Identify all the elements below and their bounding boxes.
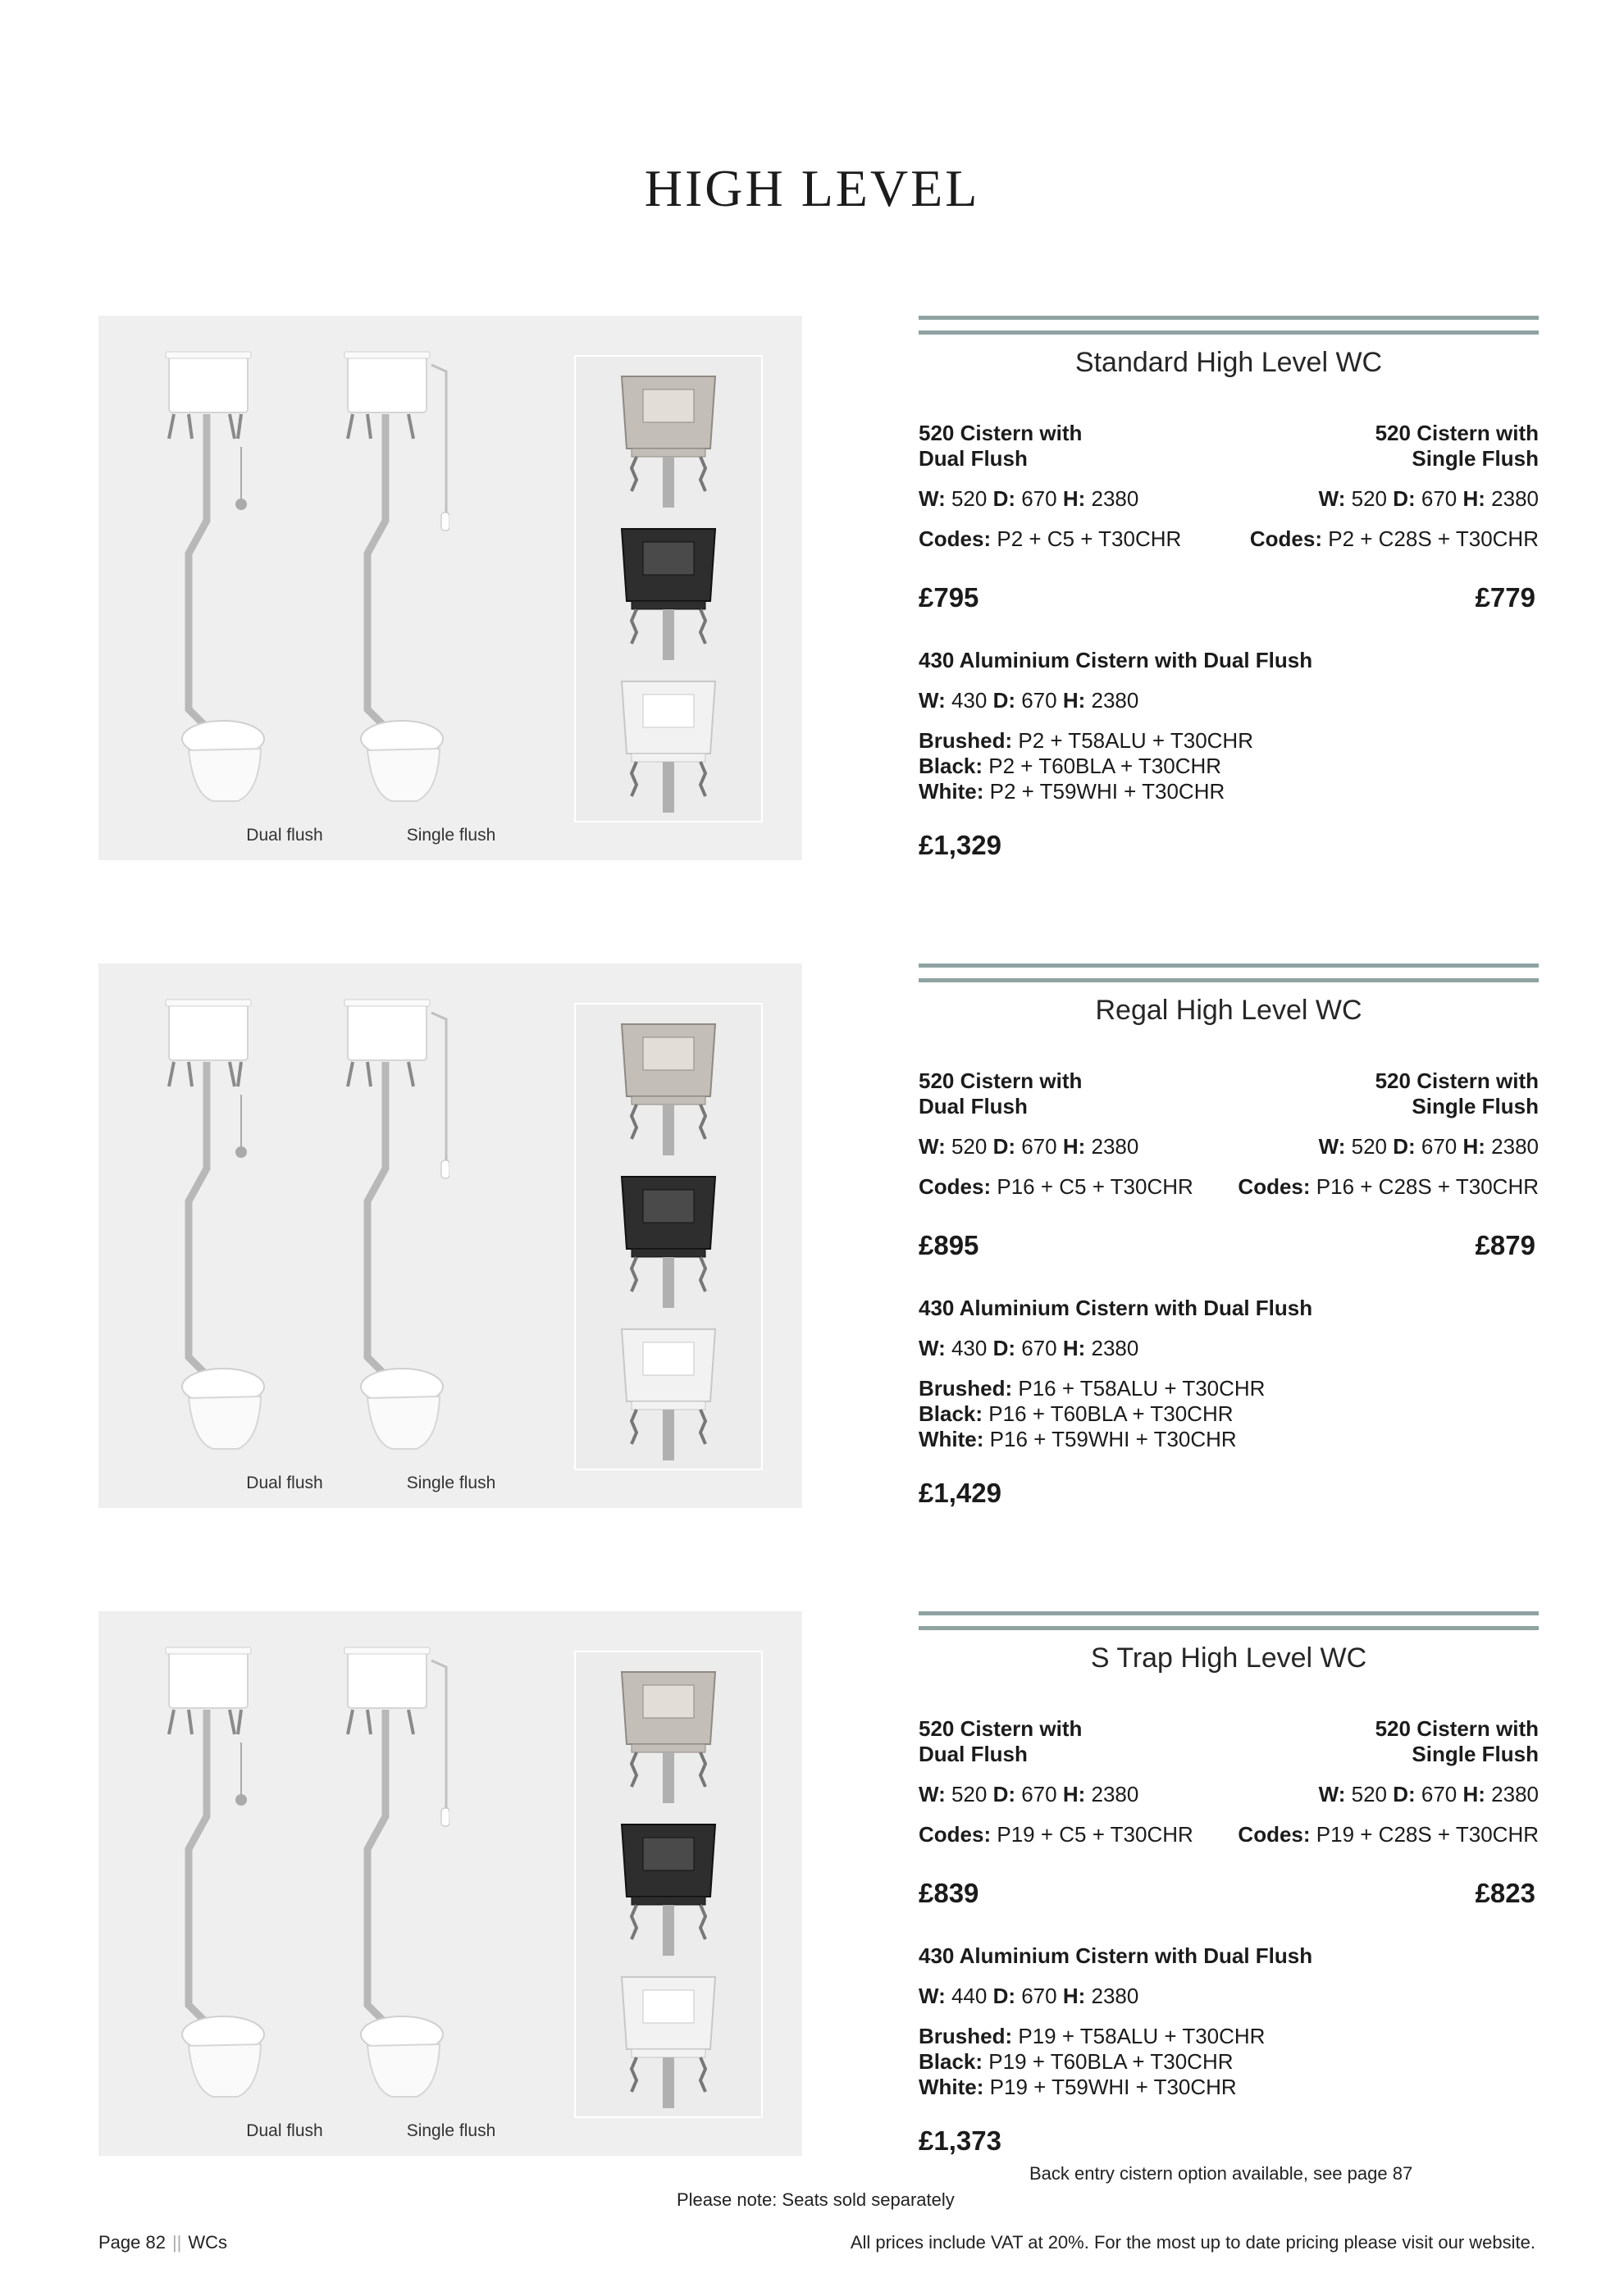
product-info <box>919 316 1539 873</box>
black-cistern-icon <box>615 1816 722 1956</box>
single-flush-codes <box>1238 1822 1539 1847</box>
depth-label: D: <box>992 486 1015 511</box>
brushed-codes: P19 + T58ALU + T30CHR <box>1012 2024 1266 2048</box>
aluminium-heading: 430 Aluminium Cistern with Dual Flush <box>919 1296 1313 1320</box>
height-label: H: <box>1462 1782 1485 1806</box>
cistern-finish-swatches <box>574 1651 763 2118</box>
depth-label: D: <box>1393 1134 1416 1159</box>
seats-note: Please note: Seats sold separately <box>677 2189 955 2210</box>
codes-label: Codes: <box>919 526 992 551</box>
depth-value: 670 <box>1015 1984 1063 2008</box>
dual-flush-price: £839 <box>919 1878 979 1908</box>
codes-label: Codes: <box>1238 1174 1311 1199</box>
heading-line: 520 Cistern with <box>1375 1068 1539 1093</box>
height-label: H: <box>1462 486 1485 511</box>
aluminium-codes <box>919 2024 1265 2100</box>
dual-flush-heading <box>919 1068 1082 1119</box>
single-flush-codes <box>1250 526 1539 552</box>
black-label: Black: <box>919 2049 983 2074</box>
single-flush-dimensions <box>1319 1134 1539 1159</box>
product-section <box>0 316 1624 890</box>
product-name: Regal High Level WC <box>1095 995 1362 1026</box>
depth-value: 670 <box>1015 1134 1063 1159</box>
width-label: W: <box>919 486 946 511</box>
white-cistern-icon <box>615 1969 722 2108</box>
page-title: HIGH LEVEL <box>644 158 980 217</box>
brushed-cistern-icon <box>615 368 722 508</box>
heading-line: Dual Flush <box>919 1094 1028 1118</box>
single-flush-heading <box>1375 1716 1539 1767</box>
single-flush-heading <box>1375 1068 1539 1119</box>
aluminium-dimensions <box>919 1984 1138 2009</box>
width-label: W: <box>919 688 946 713</box>
dual-flush-wc-image <box>156 348 271 808</box>
dual-flush-codes <box>919 1822 1193 1847</box>
single-flush-wc-image <box>335 996 449 1456</box>
width-label: W: <box>919 1782 946 1806</box>
height-value: 2380 <box>1085 1984 1139 2008</box>
height-value: 2380 <box>1485 1782 1539 1806</box>
dual-flush-dimensions <box>919 486 1138 512</box>
white-codes: P19 + T59WHI + T30CHR <box>983 2075 1237 2099</box>
depth-value: 670 <box>1015 486 1063 511</box>
heading-line: Dual Flush <box>919 1742 1028 1766</box>
dual-flush-price: £895 <box>919 1230 979 1260</box>
black-codes: P19 + T60BLA + T30CHR <box>983 2049 1234 2074</box>
width-label: W: <box>1318 1782 1346 1806</box>
single-flush-caption: Single flush <box>406 1474 496 1492</box>
brushed-label: Brushed: <box>919 1376 1013 1401</box>
height-value: 2380 <box>1485 1134 1539 1159</box>
white-label: White: <box>919 779 984 804</box>
heading-line: 520 Cistern with <box>919 1716 1083 1741</box>
single-flush-caption: Single flush <box>406 826 496 845</box>
divider-rule <box>919 963 1539 968</box>
product-section <box>0 963 1624 1538</box>
depth-label: D: <box>1393 486 1416 511</box>
width-value: 430 <box>945 688 993 713</box>
height-label: H: <box>1062 1782 1086 1806</box>
width-value: 520 <box>1345 1782 1394 1806</box>
brushed-label: Brushed: <box>919 2024 1013 2048</box>
dual-flush-caption: Dual flush <box>246 1474 323 1492</box>
height-value: 2380 <box>1085 1782 1139 1806</box>
single-flush-price: £779 <box>1475 582 1535 613</box>
brushed-codes: P2 + T58ALU + T30CHR <box>1012 728 1253 753</box>
heading-line: 520 Cistern with <box>1375 1716 1539 1741</box>
white-label: White: <box>919 1427 984 1451</box>
footer-left <box>98 2232 227 2253</box>
height-label: H: <box>1062 1984 1086 2008</box>
codes-value: P2 + C5 + T30CHR <box>991 526 1182 551</box>
height-label: H: <box>1062 1336 1086 1360</box>
heading-line: 520 Cistern with <box>919 421 1083 445</box>
black-cistern-icon <box>615 521 722 660</box>
white-codes: P2 + T59WHI + T30CHR <box>983 779 1225 804</box>
single-flush-dimensions <box>1319 486 1539 512</box>
heading-line: 520 Cistern with <box>1375 421 1539 445</box>
width-value: 430 <box>945 1336 993 1360</box>
height-label: H: <box>1062 486 1086 511</box>
vat-note: All prices include VAT at 20%. For the most up to date pricing please visit our website. <box>850 2232 1535 2253</box>
dual-flush-dimensions <box>919 1134 1138 1159</box>
aluminium-price: £1,373 <box>919 2125 1001 2156</box>
dual-flush-codes <box>919 1174 1193 1200</box>
codes-label: Codes: <box>919 1822 992 1847</box>
single-flush-codes <box>1238 1174 1539 1200</box>
white-label: White: <box>919 2075 984 2099</box>
height-value: 2380 <box>1485 486 1539 511</box>
dual-flush-codes <box>919 526 1181 552</box>
brushed-cistern-icon <box>615 1664 722 1803</box>
codes-label: Codes: <box>919 1174 992 1199</box>
codes-value: P19 + C5 + T30CHR <box>991 1822 1193 1847</box>
height-value: 2380 <box>1085 688 1139 713</box>
width-label: W: <box>1318 1134 1346 1159</box>
dual-flush-caption: Dual flush <box>246 826 323 845</box>
single-flush-dimensions <box>1319 1782 1539 1807</box>
depth-label: D: <box>992 688 1015 713</box>
codes-value: P2 + C28S + T30CHR <box>1322 526 1539 551</box>
brushed-label: Brushed: <box>919 728 1013 753</box>
heading-line: 520 Cistern with <box>919 1068 1083 1093</box>
depth-value: 670 <box>1415 1782 1463 1806</box>
divider-rule <box>919 1611 1539 1615</box>
product-image-panel <box>98 1611 802 2156</box>
white-cistern-icon <box>615 673 722 813</box>
codes-value: P16 + C28S + T30CHR <box>1310 1174 1539 1199</box>
dual-flush-wc-image <box>156 996 271 1456</box>
heading-line: Single Flush <box>1412 1094 1539 1118</box>
cistern-finish-swatches <box>574 1003 763 1470</box>
aluminium-price: £1,429 <box>919 1478 1001 1508</box>
width-value: 440 <box>945 1984 993 2008</box>
black-codes: P16 + T60BLA + T30CHR <box>983 1401 1234 1426</box>
codes-value: P19 + C28S + T30CHR <box>1310 1822 1539 1847</box>
black-cistern-icon <box>615 1168 722 1308</box>
divider-rule <box>919 978 1539 982</box>
depth-label: D: <box>992 1134 1015 1159</box>
divider-rule <box>919 330 1539 335</box>
product-info <box>919 963 1539 1521</box>
footer-separator: || <box>171 2232 182 2253</box>
single-flush-price: £823 <box>1475 1878 1535 1908</box>
height-label: H: <box>1062 688 1086 713</box>
depth-value: 670 <box>1015 1782 1063 1806</box>
height-value: 2380 <box>1085 1336 1139 1360</box>
divider-rule <box>919 316 1539 320</box>
dual-flush-dimensions <box>919 1782 1138 1807</box>
codes-label: Codes: <box>1249 526 1322 551</box>
black-label: Black: <box>919 754 983 778</box>
page-number: Page 82 <box>98 2232 166 2253</box>
single-flush-price: £879 <box>1475 1230 1535 1260</box>
width-value: 520 <box>1345 1134 1394 1159</box>
width-value: 520 <box>945 1134 993 1159</box>
height-label: H: <box>1062 1134 1086 1159</box>
dual-flush-wc-image <box>156 1644 271 2103</box>
dual-flush-price: £795 <box>919 582 979 613</box>
dual-flush-caption: Dual flush <box>246 2121 323 2140</box>
product-section <box>0 1611 1624 2185</box>
width-label: W: <box>919 1134 946 1159</box>
codes-value: P16 + C5 + T30CHR <box>991 1174 1193 1199</box>
product-image-panel <box>98 316 802 860</box>
depth-label: D: <box>992 1984 1015 2008</box>
codes-label: Codes: <box>1238 1822 1311 1847</box>
height-value: 2380 <box>1085 1134 1139 1159</box>
white-codes: P16 + T59WHI + T30CHR <box>983 1427 1237 1451</box>
single-flush-wc-image <box>335 1644 449 2103</box>
product-name: S Trap High Level WC <box>1090 1642 1367 1674</box>
cistern-finish-swatches <box>574 355 763 822</box>
width-value: 520 <box>945 486 993 511</box>
width-label: W: <box>1318 486 1346 511</box>
height-value: 2380 <box>1085 486 1139 511</box>
back-entry-note: Back entry cistern option available, see page 87 <box>1029 2163 1413 2184</box>
white-cistern-icon <box>615 1321 722 1460</box>
width-value: 520 <box>1345 486 1394 511</box>
product-image-panel <box>98 963 802 1508</box>
depth-value: 670 <box>1415 1134 1463 1159</box>
depth-value: 670 <box>1015 1336 1063 1360</box>
depth-label: D: <box>992 1782 1015 1806</box>
divider-rule <box>919 1626 1539 1630</box>
aluminium-heading: 430 Aluminium Cistern with Dual Flush <box>919 1943 1313 1968</box>
single-flush-caption: Single flush <box>406 2121 496 2140</box>
product-name: Standard High Level WC <box>1074 347 1383 378</box>
single-flush-heading <box>1375 421 1539 472</box>
brushed-codes: P16 + T58ALU + T30CHR <box>1012 1376 1266 1401</box>
dual-flush-heading <box>919 421 1082 472</box>
dual-flush-heading <box>919 1716 1082 1767</box>
single-flush-wc-image <box>335 348 449 808</box>
height-label: H: <box>1462 1134 1485 1159</box>
heading-line: Dual Flush <box>919 446 1028 471</box>
aluminium-dimensions <box>919 1336 1138 1361</box>
black-codes: P2 + T60BLA + T30CHR <box>983 754 1222 778</box>
depth-label: D: <box>1393 1782 1416 1806</box>
footer-section: WCs <box>188 2232 228 2253</box>
product-info <box>919 1611 1539 2169</box>
aluminium-price: £1,329 <box>919 830 1001 860</box>
width-label: W: <box>919 1984 946 2008</box>
aluminium-dimensions <box>919 688 1138 713</box>
aluminium-codes <box>919 728 1253 804</box>
depth-value: 670 <box>1415 486 1463 511</box>
heading-line: Single Flush <box>1412 446 1539 471</box>
width-label: W: <box>919 1336 946 1360</box>
aluminium-codes <box>919 1376 1265 1452</box>
heading-line: Single Flush <box>1412 1742 1539 1766</box>
depth-value: 670 <box>1015 688 1063 713</box>
black-label: Black: <box>919 1401 983 1426</box>
depth-label: D: <box>992 1336 1015 1360</box>
width-value: 520 <box>945 1782 993 1806</box>
brushed-cistern-icon <box>615 1016 722 1155</box>
aluminium-heading: 430 Aluminium Cistern with Dual Flush <box>919 648 1313 672</box>
